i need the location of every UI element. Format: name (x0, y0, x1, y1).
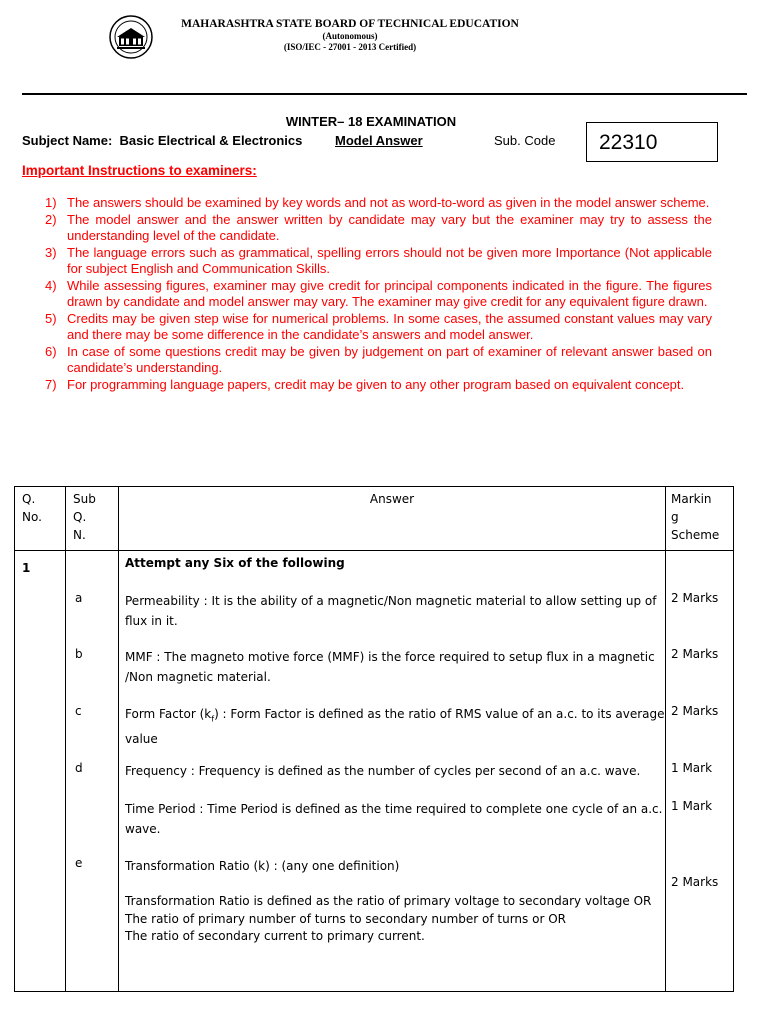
instruction-item: 1) The answers should be examined by key words and not as word-to-word as given in the model answer scheme. (45, 195, 710, 210)
answer-e-definitions: Transformation Ratio is defined as the ratio of primary voltage to secondary voltage OR The ratio of primary number of turns to secondary number of turns or OR The ratio of secondary current to primary current. (125, 894, 652, 943)
answer-d: Frequency : Frequency is defined as the number of cycles per second of an a.c. wave. (125, 764, 641, 778)
answer-b: MMF : The magneto motive force (MMF) is the force required to setup flux in a magnetic /Non magnetic material. (125, 650, 655, 684)
instruction-item: 6) In case of some questions credit may be given by judgement on part of examiner of relevant answer based on candidate’s understanding. (45, 343, 712, 375)
marks-time-period: 1 Mark (671, 799, 713, 813)
sub-q-d: d (75, 761, 83, 775)
header-q-no: Q. No. (15, 487, 66, 551)
exam-title: WINTER– 18 EXAMINATION (285, 114, 457, 129)
question-number: 1 (22, 561, 31, 575)
answer-e: Transformation Ratio (k) : (any one definition) (125, 859, 400, 873)
answer-c: Form Factor $(k_f)$ : Form Factor is defined as the ratio of RMS value of an a.c. to its average value (125, 707, 665, 747)
marks-cell (666, 551, 734, 992)
table-header-row (15, 487, 734, 551)
subject-line (22, 133, 302, 148)
answer-time-period: Time Period : Time Period is defined as the time required to complete one cycle of an a.c. wave. (125, 802, 663, 836)
marks-a: 2 Marks (671, 591, 719, 605)
certification-label: (ISO/IEC - 27001 - 2013 Certified) (283, 42, 417, 52)
board-header (170, 17, 530, 53)
sub-question-cell (66, 551, 119, 992)
sub-q-a: a (75, 591, 83, 605)
header-divider (22, 93, 747, 95)
header-marking-scheme: Markin g Scheme (666, 487, 734, 551)
model-answer-label: Model Answer (335, 133, 423, 148)
sub-code-label: Sub. Code (494, 133, 556, 148)
marks-c: 2 Marks (671, 704, 719, 718)
instruction-item: 4) While assessing figures, examiner may give credit for principal components indicated in the figure. The figures drawn by candidate and model answer may vary. The examiner may give credit for any equivalent figure drawn. (45, 277, 712, 309)
question-number-cell (15, 551, 66, 992)
marks-d: 1 Mark (671, 761, 713, 775)
subject-name: Basic Electrical & Electronics (119, 133, 303, 148)
marks-b: 2 Marks (671, 647, 719, 661)
instructions-title: Important Instructions to examiners: (22, 163, 257, 178)
autonomous-label: (Autonomous) (322, 31, 378, 41)
table-row (15, 551, 734, 992)
sub-code-value: 22310 (599, 131, 658, 154)
header-answer: Answer (119, 487, 666, 551)
subject-label: Subject Name: (22, 133, 113, 148)
marks-e: 2 Marks (671, 875, 719, 889)
answer-table (14, 486, 734, 992)
header-sub-q-no: Sub Q. N. (66, 487, 119, 551)
msbte-logo-icon (108, 14, 154, 60)
instruction-item: 7) For programming language papers, credit may be given to any other program based on equivalent concept. (45, 376, 685, 392)
answer-a: Permeability : It is the ability of a magnetic/Non magnetic material to allow setting up of flux in it. (125, 594, 657, 628)
answer-cell (119, 551, 666, 992)
board-name: MAHARASHTRA STATE BOARD OF TECHNICAL EDUCATION (181, 18, 519, 30)
sub-code-box (586, 122, 718, 162)
sub-q-b: b (75, 647, 83, 661)
instruction-item: 2) The model answer and the answer written by candidate may vary but the examiner may try to assess the understanding level of the candidate. (45, 211, 712, 243)
instruction-item: 5) Credits may be given step wise for numerical problems. In some cases, the assumed constant values may vary and there may be some difference in the candidate’s answers and model answer. (45, 310, 712, 342)
sub-q-c: c (75, 704, 82, 718)
sub-q-e: e (75, 856, 83, 870)
instruction-item: 3) The language errors such as grammatical, spelling errors should not be given more Importance (Not applicable for subject English and Communication Skills. (45, 244, 712, 276)
instructions-list (40, 195, 712, 393)
section-title: Attempt any Six of the following (125, 556, 345, 570)
